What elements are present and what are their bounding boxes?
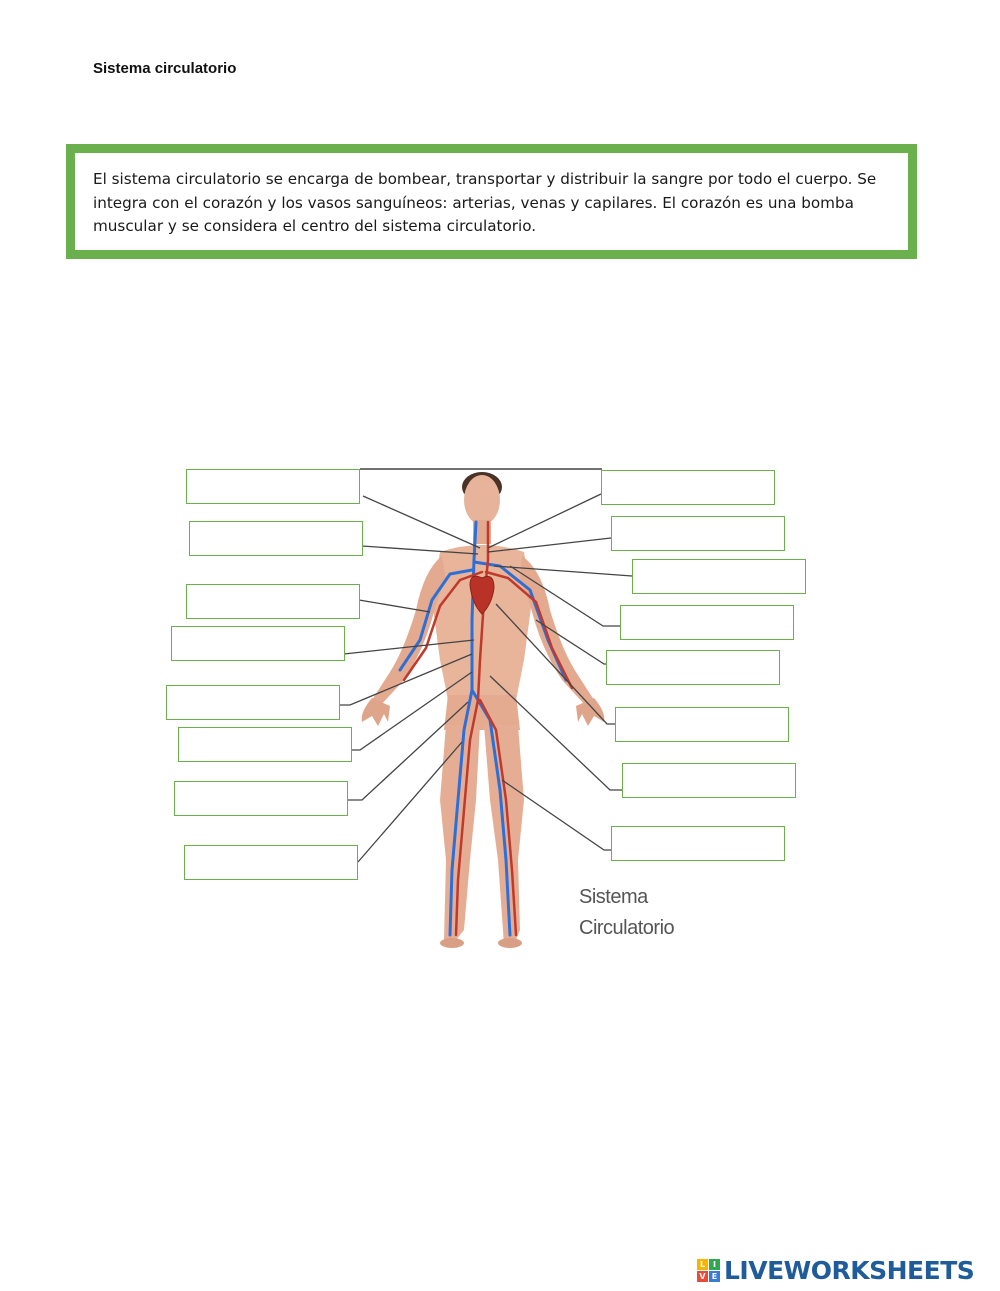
logo-mark-v: V <box>697 1271 708 1282</box>
answer-box-right-2[interactable] <box>611 516 785 551</box>
liveworksheets-logo-icon <box>697 1259 720 1282</box>
answer-box-left-5[interactable] <box>166 685 340 720</box>
answer-box-left-2[interactable] <box>189 521 363 556</box>
page-title: Sistema circulatorio <box>93 60 237 77</box>
answer-box-left-3[interactable] <box>186 584 360 619</box>
logo-mark-i: I <box>709 1259 720 1270</box>
logo-mark-e: E <box>709 1271 720 1282</box>
answer-box-right-8[interactable] <box>611 826 785 861</box>
answer-box-right-1[interactable] <box>601 470 775 505</box>
liveworksheets-logo <box>697 1255 974 1285</box>
logo-text: LIVEWORKSHEETS <box>724 1255 975 1285</box>
answer-box-left-8[interactable] <box>184 845 358 880</box>
answer-box-right-6[interactable] <box>615 707 789 742</box>
answer-box-left-7[interactable] <box>174 781 348 816</box>
answer-box-left-4[interactable] <box>171 626 345 661</box>
caption-line-1: Sistema <box>579 886 648 908</box>
caption-line-2: Circulatorio <box>579 917 675 939</box>
answer-box-right-3[interactable] <box>632 559 806 594</box>
answer-box-right-5[interactable] <box>606 650 780 685</box>
answer-box-left-6[interactable] <box>178 727 352 762</box>
diagram-caption <box>579 882 674 944</box>
answer-box-right-4[interactable] <box>620 605 794 640</box>
answer-box-right-7[interactable] <box>622 763 796 798</box>
answer-box-left-1[interactable] <box>186 469 360 504</box>
intro-text: El sistema circulatorio se encarga de bombear, transportar y distribuir la sangre por todo el cuerpo. Se integra con el corazón y los vasos sanguíneos: arterias, venas y capilares. El corazón es una bomba muscular y se considera el centro del sistema circulatorio. <box>93 170 877 235</box>
logo-mark-l: L <box>697 1259 708 1270</box>
